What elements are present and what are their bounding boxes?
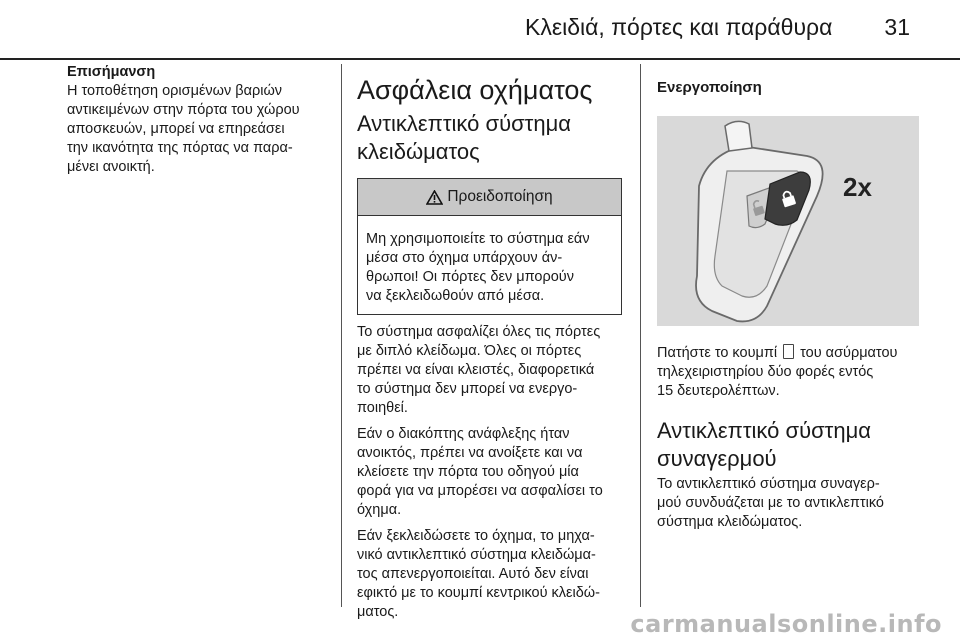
page-number: 31 xyxy=(884,14,910,40)
subsection-heading xyxy=(357,110,622,166)
subheading-line: κλειδώματος xyxy=(357,139,480,164)
alarm-line: Το αντικλεπτικό σύστημα συναγερ- xyxy=(657,476,880,492)
paragraph-line: το σύστημα δεν μπορεί να ενεργο- xyxy=(357,381,578,397)
paragraph xyxy=(357,425,622,520)
note-line: την ικανότητα της πόρτας να παρα- xyxy=(67,140,293,156)
warning-title: Προειδοποίηση xyxy=(447,188,553,205)
warning-box xyxy=(357,178,622,315)
note-line: Η τοποθέτηση ορισμένων βαριών xyxy=(67,83,283,99)
paragraph-line: όχημα. xyxy=(357,502,402,518)
paragraph-line: τος απενεργοποιείται. Αυτό δεν είναι xyxy=(357,566,589,582)
watermark: carmanualsonline.info xyxy=(630,610,942,638)
paragraph-line: νικό αντικλεπτικό σύστημα κλειδώμα- xyxy=(357,547,596,563)
warning-line: μέσα στο όχημα υπάρχουν άν- xyxy=(366,250,563,266)
instruction-line: Πατήστε το κουμπί του ασύρματου xyxy=(657,345,898,361)
alarm-text xyxy=(657,475,919,532)
warning-line: Μη χρησιμοποιείτε το σύστημα εάν xyxy=(366,231,590,247)
paragraph-line: ανοικτός, πρέπει να ανοίξετε και να xyxy=(357,445,583,461)
warning-text xyxy=(358,216,621,314)
paragraph-line: ματος. xyxy=(357,604,399,620)
key-fob-icon xyxy=(657,116,919,326)
paragraph-line: εφικτό με το κουμπί κεντρικού κλειδώ- xyxy=(357,585,600,601)
chapter-title: Κλειδιά, πόρτες και παράθυρα xyxy=(524,14,833,40)
warning-triangle-icon xyxy=(426,190,443,205)
column-divider-2 xyxy=(640,64,641,607)
warning-line: θρωποι! Οι πόρτες δεν μπορούν xyxy=(366,269,574,285)
alarm-line: μού συνδυάζεται με το αντικλεπτικό xyxy=(657,495,885,511)
paragraph-line: ποιηθεί. xyxy=(357,400,408,416)
note-line: μένει ανοικτή. xyxy=(67,159,155,175)
lock-button-icon xyxy=(783,344,794,359)
alarm-line: σύστημα κλειδώματος. xyxy=(657,514,803,530)
activation-title: Ενεργοποίηση xyxy=(657,79,762,96)
subheading-line: Αντικλεπτικό σύστημα xyxy=(357,111,572,136)
paragraph xyxy=(357,527,622,622)
warning-line: να ξεκλειδωθούν από μέσα. xyxy=(366,288,545,304)
paragraph-line: Εάν ξεκλειδώσετε το όχημα, το μηχα- xyxy=(357,528,595,544)
column-3 xyxy=(657,62,919,532)
column-1 xyxy=(67,62,329,177)
alarm-heading-line: Αντικλεπτικό σύστημα xyxy=(657,418,872,443)
column-divider-1 xyxy=(341,64,342,607)
paragraph xyxy=(357,323,622,418)
alarm-heading xyxy=(657,417,919,473)
warning-header xyxy=(358,179,621,216)
page-header xyxy=(525,14,910,41)
instruction-text xyxy=(657,344,919,401)
paragraph-line: Το σύστημα ασφαλίζει όλες τις πόρτες xyxy=(357,324,601,340)
key-fob-illustration xyxy=(657,116,919,326)
paragraph-line: Εάν ο διακόπτης ανάφλεξης ήταν xyxy=(357,426,570,442)
note-line: αντικειμένων στην πόρτα του χώρου xyxy=(67,102,300,118)
instruction-line: τηλεχειριστηρίου δύο φορές εντός xyxy=(657,364,874,380)
paragraph-line: κλείσετε την πόρτα του οδηγού μία xyxy=(357,464,579,480)
paragraph-line: με διπλό κλείδωμα. Όλες οι πόρτες xyxy=(357,343,582,359)
press-count-label: 2x xyxy=(843,172,872,202)
note-text xyxy=(67,82,329,177)
column-2 xyxy=(357,62,622,629)
header-rule xyxy=(0,58,960,60)
paragraph-line: πρέπει να είναι κλειστές, διαφορετικά xyxy=(357,362,595,378)
alarm-heading-line: συναγερμού xyxy=(657,446,777,471)
paragraph-line: φορά για να μπορέσει να ασφαλίσει το xyxy=(357,483,603,499)
note-line: αποσκευών, μπορεί να επηρεάσει xyxy=(67,121,285,137)
note-title: Επισήμανση xyxy=(67,64,156,80)
instruction-line: 15 δευτερολέπτων. xyxy=(657,383,780,399)
section-heading: Ασφάλεια οχήματος xyxy=(357,75,593,105)
